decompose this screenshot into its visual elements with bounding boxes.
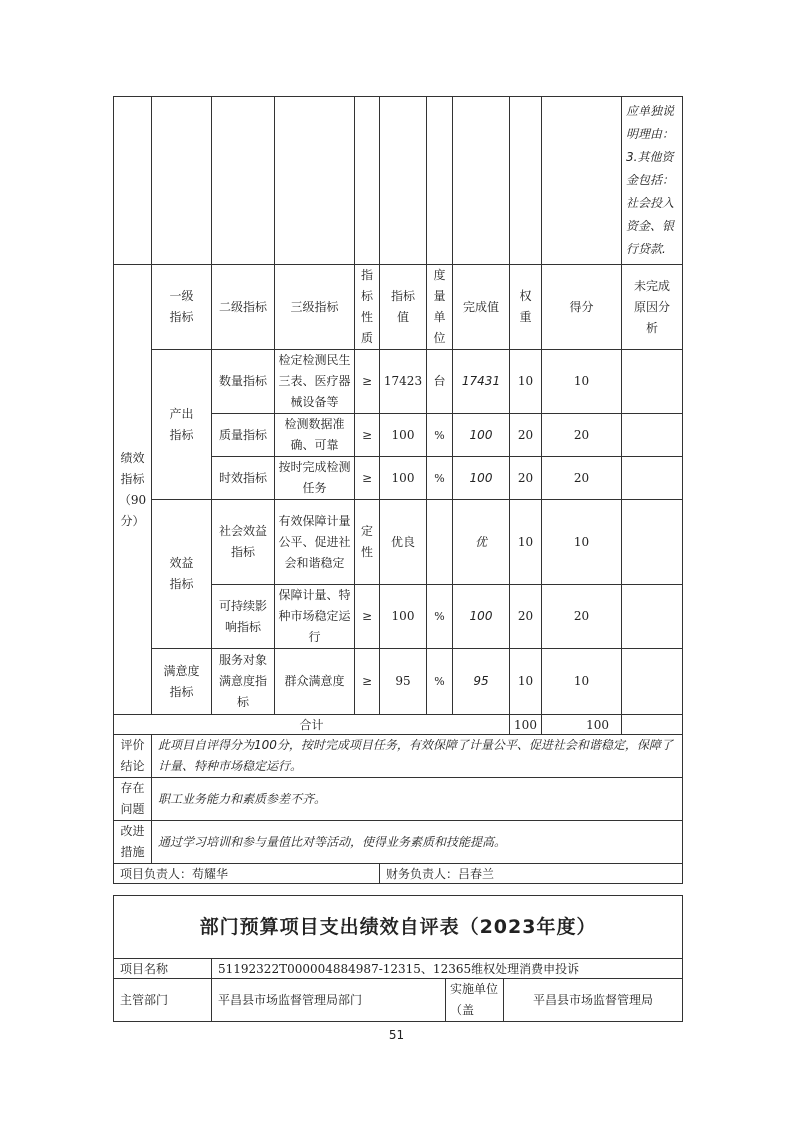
total-label: 合计 [114,715,510,735]
signoff-row [114,864,683,884]
total-weight: 100 [510,715,542,735]
table-row: 质量指标 检测数据准确、可靠 ≥ 100 % 100 20 20 [114,414,683,457]
form2-table [113,895,683,1022]
top-note: 应单独说明理由：3.其他资金包括：社会投入资金、银行贷款. [622,97,683,265]
table-row: 满意度指标 服务对象满意度指标 群众满意度 ≥ 95 % 95 10 10 [114,649,683,715]
measures-text: 通过学习培训和参与量值比对等活动，使得业务素质和技能提高。 [152,821,683,864]
measures-label: 改进措施 [114,821,152,864]
form2-title: 部门预算项目支出绩效自评表（2023年度） [114,896,683,959]
total-score: 100 [542,715,622,735]
table-row: 可持续影响指标 保障计量、特种市场稳定运行 ≥ 100 % 100 20 20 [114,585,683,649]
evaluation-row [114,735,683,778]
impl-name: 平昌县市场监督管理局 [504,979,683,1022]
problems-label: 存在问题 [114,778,152,821]
evaluation-text: 此项目自评得分为100分，按时完成项目任务，有效保障了计量公平、促进社会和谐稳定，保障了计量、特种市场稳定运行。 [152,735,683,778]
group-satisfaction: 满意度指标 [152,649,212,715]
table-row: 产出指标 数量指标 检定检测民生三表、医疗器械设备等 ≥ 17423 台 17431 10 10 [114,350,683,414]
header-row [114,265,683,350]
page-number: 51 [388,1028,405,1042]
dept-label: 主管部门 [114,979,212,1022]
measures-row [114,821,683,864]
col-level2: 二级指标 [212,265,275,350]
col-nature: 指标性质 [355,265,380,350]
project-name: 51192322T000004884987-12315、12365维权处理消费申投诉 [212,959,683,979]
col-level3: 三级指标 [275,265,355,350]
problems-row [114,778,683,821]
col-unit: 度量单位 [427,265,453,350]
project-lead: 项目负责人：苟耀华 [114,864,380,884]
group-effect: 效益指标 [152,500,212,649]
group-output: 产出指标 [152,350,212,500]
table-row: 效益指标 社会效益指标 有效保障计量公平、促进社会和谐稳定 定性 优良 优 10 10 [114,500,683,585]
col-level1: 一级指标 [152,265,212,350]
col-value: 指标值 [380,265,427,350]
total-row [114,715,683,735]
col-done: 完成值 [453,265,510,350]
problems-text: 职工业务能力和素质参差不齐。 [152,778,683,821]
col-weight: 权重 [510,265,542,350]
top-continuation-row [114,97,683,265]
section-label: 绩效指标（90分） [114,265,152,715]
impl-label: 实施单位（盖 [446,979,504,1022]
table-row: 时效指标 按时完成检测任务 ≥ 100 % 100 20 20 [114,457,683,500]
project-name-label: 项目名称 [114,959,212,979]
evaluation-label: 评价结论 [114,735,152,778]
col-reason: 未完成原因分析 [622,265,683,350]
finance-lead: 财务负责人：吕春兰 [380,864,683,884]
col-score: 得分 [542,265,622,350]
dept-name: 平昌县市场监督管理局部门 [212,979,446,1022]
performance-table [113,96,683,884]
